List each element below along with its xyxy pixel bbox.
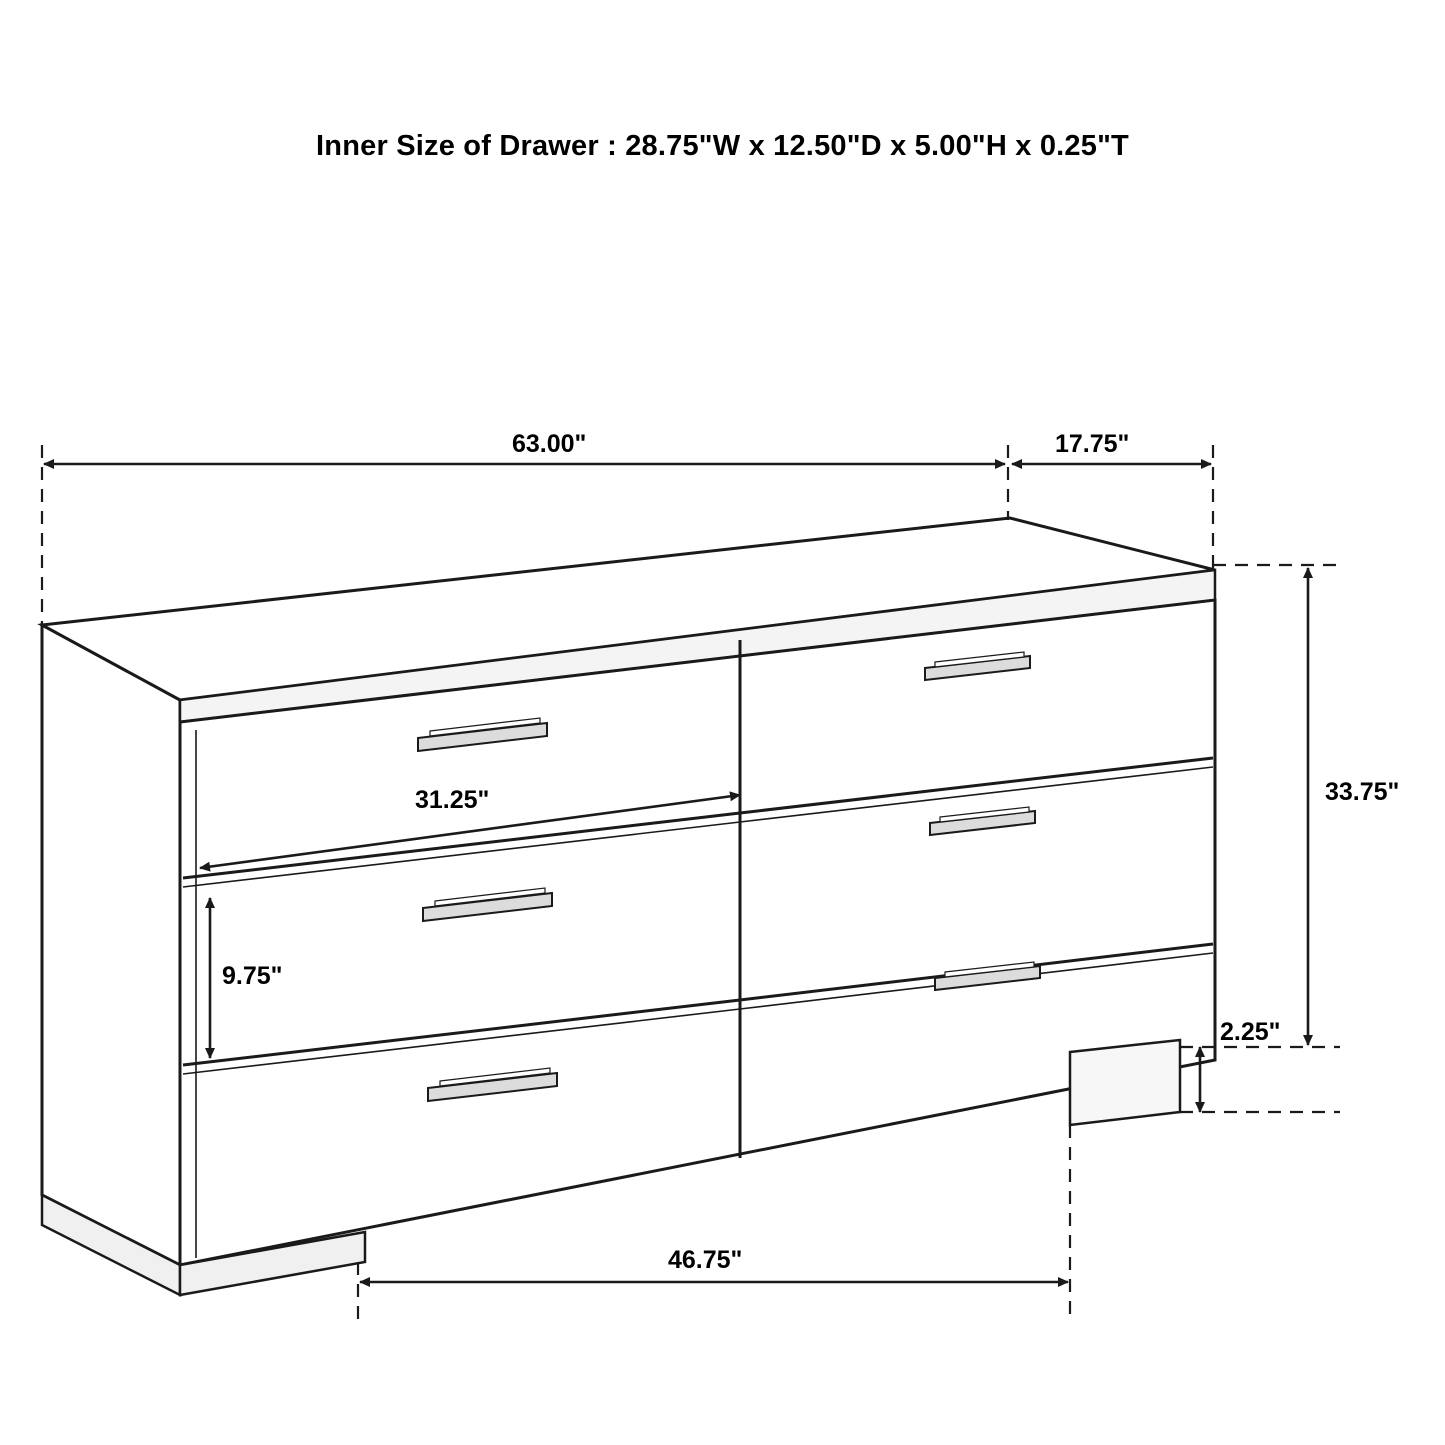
- dimension-depth-label: 17.75": [1055, 430, 1130, 458]
- dimension-base-height-label: 2.25": [1220, 1018, 1281, 1046]
- dimension-height-label: 33.75": [1325, 778, 1400, 806]
- dimension-width-label: 63.00": [512, 430, 587, 458]
- page-title: Inner Size of Drawer : 28.75"W x 12.50"D x 5.00"H x 0.25"T: [316, 130, 1129, 162]
- dimension-base-width-label: 46.75": [668, 1246, 743, 1274]
- dimension-drawer-width-label: 31.25": [415, 786, 490, 814]
- dimension-drawer-height-label: 9.75": [222, 962, 283, 990]
- dresser-body: [42, 518, 1215, 1295]
